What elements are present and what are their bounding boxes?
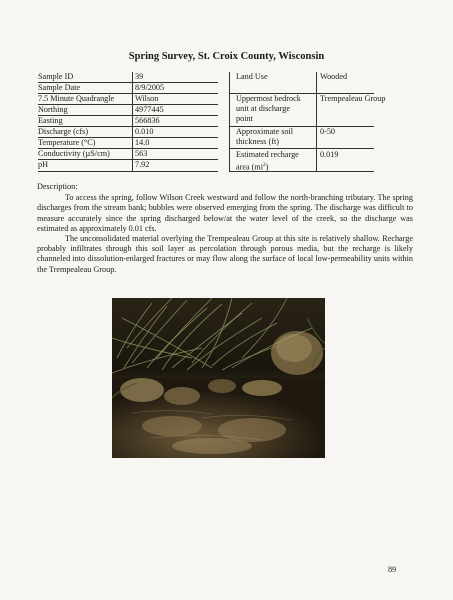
row-label: Northing — [38, 105, 68, 114]
row-label: Discharge (cfs) — [38, 127, 89, 136]
recharge-label-text: ) — [265, 162, 269, 172]
table-divider — [38, 137, 218, 138]
row-value: 4977445 — [135, 105, 164, 114]
table-divider — [38, 82, 218, 83]
row-label: Easting — [38, 116, 63, 125]
table-divider — [229, 148, 374, 149]
table-divider — [229, 93, 374, 94]
row-label: Temperature (°C) — [38, 138, 96, 147]
soil-thickness-label: Approximate soil — [236, 127, 294, 136]
soil-thickness-label: thickness (ft) — [236, 137, 279, 146]
row-label: 7.5 Minute Quadrangle — [38, 94, 115, 103]
description-paragraph: The unconsolidated material overlying the Trempealeau Group at this site is relatively shallow. Recharge probably infiltrates through this soil layer as percolation through porous media, but the recharge is likely channeled into dissolution-enlarged fractures or may flow along the surface of local low-permeability units within the Trempealeau Group. — [37, 234, 413, 274]
table-divider — [229, 171, 374, 172]
recharge-area-value: 0.019 — [320, 150, 339, 159]
row-value: 0.010 — [135, 127, 154, 136]
bedrock-label: unit at discharge — [236, 104, 290, 113]
table-divider — [38, 171, 218, 172]
bedrock-label: Uppermost bedrock — [236, 94, 301, 103]
row-value: 566836 — [135, 116, 160, 125]
sample-info-table — [38, 72, 218, 172]
table-divider — [38, 126, 218, 127]
description-heading: Description: — [37, 182, 78, 191]
recharge-label-superscript: 2 — [263, 162, 266, 168]
description-section — [37, 182, 413, 275]
recharge-label-text: Estimated recharge — [236, 150, 299, 159]
site-info-table — [236, 72, 386, 172]
description-paragraph: To access the spring, follow Wilson Creek westward and follow the north-branching tributary. The spring discharges from the stream bank; bubbles were observed emerging from the spring. The discharge was difficult to measure accurately since the spring discharged below/at the water level of the creek, so the discharge was estimated as approximately 0.01 cfs. — [37, 193, 413, 233]
table-divider — [229, 126, 374, 127]
row-value: 8/9/2005 — [135, 83, 165, 92]
row-label: Sample ID — [38, 72, 74, 81]
table-divider — [38, 104, 218, 105]
land-use-value: Wooded — [320, 72, 348, 81]
row-value: 563 — [135, 149, 148, 158]
row-label: Sample Date — [38, 83, 81, 92]
recharge-label-text: area (mi — [236, 162, 264, 172]
page-number: 89 — [388, 565, 397, 574]
table-divider — [38, 93, 218, 94]
table-divider — [38, 115, 218, 116]
table-divider — [316, 72, 317, 172]
row-value: 39 — [135, 72, 144, 81]
table-divider — [229, 72, 230, 172]
spring-photo — [112, 298, 325, 458]
row-value: Wilson — [135, 94, 159, 103]
row-value: 14.0 — [135, 138, 150, 147]
table-divider — [132, 72, 133, 172]
soil-thickness-value: 0-50 — [320, 127, 336, 136]
bedrock-label: point — [236, 114, 253, 123]
recharge-area-label — [236, 150, 299, 160]
row-label: pH — [38, 160, 49, 169]
table-divider — [38, 159, 218, 160]
spring-photo-image — [112, 298, 325, 458]
table-divider — [38, 148, 218, 149]
row-label: Conductivity (µS/cm) — [38, 149, 110, 158]
page-title: Spring Survey, St. Croix County, Wisconsin — [128, 51, 325, 62]
bedrock-value: Trempealeau Group — [320, 94, 386, 103]
row-value: 7.92 — [135, 160, 150, 169]
land-use-label: Land Use — [236, 72, 268, 81]
